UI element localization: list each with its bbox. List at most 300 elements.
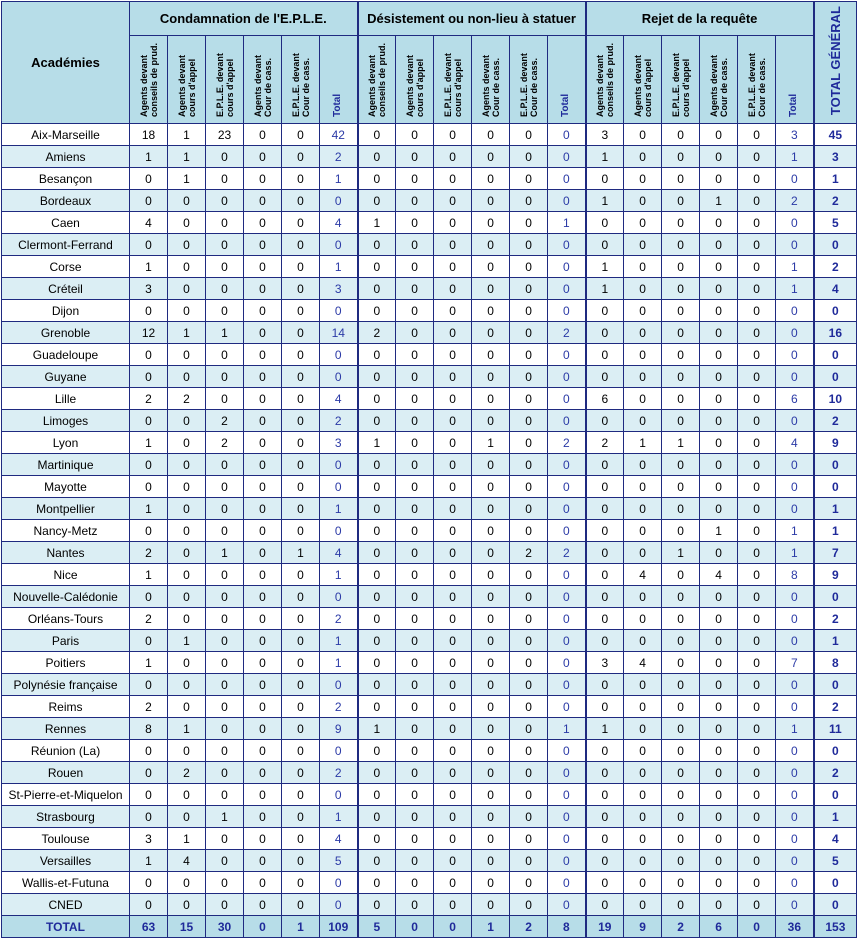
cell-c: 0 — [282, 300, 320, 322]
cell-total-c: 0 — [320, 234, 358, 256]
cell-c: 0 — [206, 256, 244, 278]
cell-r: 0 — [662, 168, 700, 190]
cell-total-r: 1 — [776, 256, 814, 278]
subcol-header-r-c4: Agents devant Cour de cass. — [700, 36, 738, 124]
table-row — [2, 828, 857, 850]
cell-d: 0 — [358, 696, 396, 718]
cell-r: 0 — [586, 520, 624, 542]
cell-total-general: 2 — [814, 410, 857, 432]
cell-r: 0 — [700, 366, 738, 388]
academy-name: Lyon — [2, 432, 130, 454]
cell-c: 0 — [244, 586, 282, 608]
cell-r: 0 — [700, 454, 738, 476]
academy-name: Bordeaux — [2, 190, 130, 212]
cell-r: 0 — [662, 366, 700, 388]
cell-d: 0 — [358, 542, 396, 564]
cell-d: 0 — [358, 762, 396, 784]
cell-c: 0 — [244, 520, 282, 542]
cell-c: 0 — [206, 586, 244, 608]
total-cell-r: 9 — [624, 916, 662, 938]
cell-d: 2 — [510, 542, 548, 564]
cell-total-c: 0 — [320, 366, 358, 388]
cell-d: 0 — [472, 762, 510, 784]
cell-total-d: 0 — [548, 674, 586, 696]
cell-r: 0 — [662, 146, 700, 168]
cell-r: 0 — [738, 366, 776, 388]
cell-r: 0 — [624, 828, 662, 850]
cell-r: 0 — [662, 520, 700, 542]
cell-d: 0 — [510, 300, 548, 322]
cell-total-r: 8 — [776, 564, 814, 586]
cell-r: 1 — [624, 432, 662, 454]
cell-total-d: 0 — [548, 388, 586, 410]
cell-d: 0 — [358, 278, 396, 300]
cell-r: 0 — [624, 476, 662, 498]
cell-d: 0 — [396, 630, 434, 652]
table-row — [2, 366, 857, 388]
cell-total-r: 0 — [776, 366, 814, 388]
cell-total-general: 0 — [814, 894, 857, 916]
cell-r: 0 — [738, 850, 776, 872]
cell-d: 0 — [396, 278, 434, 300]
cell-d: 0 — [358, 300, 396, 322]
cell-total-d: 2 — [548, 432, 586, 454]
cell-c: 0 — [206, 212, 244, 234]
cell-d: 0 — [510, 586, 548, 608]
cell-d: 0 — [396, 344, 434, 366]
cell-d: 0 — [510, 388, 548, 410]
cell-total-r: 1 — [776, 278, 814, 300]
cell-total-r: 0 — [776, 872, 814, 894]
total-general-header: TOTAL GÉNÉRAL — [814, 2, 857, 124]
cell-r: 0 — [738, 718, 776, 740]
cell-total-d: 0 — [548, 454, 586, 476]
academy-name: Guyane — [2, 366, 130, 388]
cell-d: 0 — [396, 828, 434, 850]
cell-c: 0 — [130, 586, 168, 608]
cell-total-c: 0 — [320, 872, 358, 894]
cell-c: 0 — [282, 432, 320, 454]
cell-c: 0 — [282, 784, 320, 806]
cell-total-general: 2 — [814, 190, 857, 212]
cell-d: 0 — [434, 366, 472, 388]
cell-c: 0 — [282, 630, 320, 652]
cell-d: 0 — [358, 190, 396, 212]
cell-total-d: 0 — [548, 630, 586, 652]
cell-d: 0 — [396, 740, 434, 762]
academy-name: Caen — [2, 212, 130, 234]
cell-c: 0 — [168, 476, 206, 498]
cell-c: 0 — [282, 696, 320, 718]
academy-name: Paris — [2, 630, 130, 652]
cell-d: 0 — [472, 388, 510, 410]
cell-c: 12 — [130, 322, 168, 344]
cell-r: 0 — [662, 674, 700, 696]
cell-d: 0 — [472, 696, 510, 718]
cell-total-c: 1 — [320, 652, 358, 674]
table-row — [2, 608, 857, 630]
cell-d: 0 — [510, 146, 548, 168]
cell-r: 0 — [738, 454, 776, 476]
cell-c: 0 — [168, 256, 206, 278]
cell-total-r: 1 — [776, 520, 814, 542]
table-row — [2, 696, 857, 718]
subcol-header-r-c5: E.P.L.E. devant Cour de cass. — [738, 36, 776, 124]
total-cell-d: 1 — [472, 916, 510, 938]
cell-r: 0 — [738, 894, 776, 916]
cell-r: 0 — [700, 894, 738, 916]
cell-c: 1 — [168, 168, 206, 190]
cell-total-general: 0 — [814, 784, 857, 806]
cell-d: 0 — [396, 784, 434, 806]
academy-name: CNED — [2, 894, 130, 916]
cell-r: 0 — [662, 828, 700, 850]
cell-total-c: 1 — [320, 168, 358, 190]
table-row — [2, 740, 857, 762]
cell-total-r: 0 — [776, 696, 814, 718]
cell-c: 2 — [168, 388, 206, 410]
cell-total-r: 0 — [776, 828, 814, 850]
cell-r: 3 — [586, 124, 624, 146]
cell-c: 2 — [130, 696, 168, 718]
cell-r: 0 — [738, 740, 776, 762]
cell-d: 0 — [434, 322, 472, 344]
cell-total-d: 0 — [548, 410, 586, 432]
total-cell-r: 36 — [776, 916, 814, 938]
cell-c: 0 — [244, 674, 282, 696]
cell-c: 0 — [130, 410, 168, 432]
cell-r: 0 — [662, 300, 700, 322]
cell-d: 0 — [472, 652, 510, 674]
cell-r: 0 — [624, 740, 662, 762]
cell-d: 0 — [434, 740, 472, 762]
cell-d: 0 — [510, 278, 548, 300]
cell-r: 0 — [624, 146, 662, 168]
table-row — [2, 146, 857, 168]
cell-r: 1 — [586, 190, 624, 212]
cell-r: 0 — [624, 410, 662, 432]
cell-total-c: 0 — [320, 520, 358, 542]
cell-c: 1 — [168, 146, 206, 168]
academy-name: Besançon — [2, 168, 130, 190]
cell-total-c: 1 — [320, 256, 358, 278]
cell-d: 0 — [472, 608, 510, 630]
cell-d: 0 — [396, 476, 434, 498]
cell-d: 2 — [358, 322, 396, 344]
cell-r: 0 — [624, 762, 662, 784]
cell-total-c: 0 — [320, 190, 358, 212]
cell-total-c: 14 — [320, 322, 358, 344]
cell-total-d: 0 — [548, 586, 586, 608]
cell-total-r: 0 — [776, 608, 814, 630]
cell-total-c: 3 — [320, 278, 358, 300]
cell-total-general: 0 — [814, 740, 857, 762]
cell-total-d: 0 — [548, 498, 586, 520]
cell-r: 3 — [586, 652, 624, 674]
academy-name: Réunion (La) — [2, 740, 130, 762]
cell-total-r: 3 — [776, 124, 814, 146]
cell-d: 0 — [472, 740, 510, 762]
cell-r: 0 — [738, 256, 776, 278]
cell-c: 0 — [244, 146, 282, 168]
cell-r: 0 — [624, 344, 662, 366]
cell-d: 0 — [358, 806, 396, 828]
cell-r: 0 — [624, 256, 662, 278]
cell-r: 0 — [738, 344, 776, 366]
academy-name: St-Pierre-et-Miquelon — [2, 784, 130, 806]
cell-r: 0 — [700, 212, 738, 234]
cell-total-c: 4 — [320, 542, 358, 564]
cell-total-c: 4 — [320, 212, 358, 234]
cell-c: 1 — [168, 322, 206, 344]
cell-c: 0 — [282, 234, 320, 256]
cell-d: 0 — [358, 652, 396, 674]
cell-c: 0 — [282, 608, 320, 630]
cell-c: 0 — [244, 212, 282, 234]
cell-d: 0 — [434, 190, 472, 212]
cell-c: 0 — [168, 212, 206, 234]
cell-total-r: 0 — [776, 740, 814, 762]
cell-d: 0 — [510, 850, 548, 872]
cell-c: 0 — [168, 432, 206, 454]
cell-d: 0 — [510, 564, 548, 586]
cell-c: 0 — [206, 190, 244, 212]
results-table — [1, 1, 857, 938]
cell-r: 0 — [738, 608, 776, 630]
cell-r: 0 — [738, 586, 776, 608]
cell-d: 0 — [396, 410, 434, 432]
cell-c: 0 — [206, 850, 244, 872]
cell-c: 0 — [282, 168, 320, 190]
cell-total-c: 2 — [320, 146, 358, 168]
cell-d: 0 — [396, 608, 434, 630]
cell-r: 0 — [700, 234, 738, 256]
total-cell-general: 153 — [814, 916, 857, 938]
cell-c: 0 — [244, 498, 282, 520]
cell-c: 0 — [168, 564, 206, 586]
cell-total-general: 5 — [814, 212, 857, 234]
cell-c: 0 — [168, 234, 206, 256]
cell-d: 0 — [472, 586, 510, 608]
cell-r: 0 — [662, 740, 700, 762]
cell-total-d: 0 — [548, 894, 586, 916]
cell-r: 0 — [700, 124, 738, 146]
cell-r: 0 — [624, 300, 662, 322]
cell-c: 0 — [130, 740, 168, 762]
cell-c: 0 — [130, 674, 168, 696]
cell-d: 0 — [434, 806, 472, 828]
cell-r: 0 — [738, 630, 776, 652]
cell-total-c: 0 — [320, 476, 358, 498]
cell-total-d: 0 — [548, 872, 586, 894]
cell-d: 0 — [358, 454, 396, 476]
cell-c: 0 — [244, 652, 282, 674]
cell-c: 0 — [130, 762, 168, 784]
cell-total-general: 0 — [814, 234, 857, 256]
cell-total-c: 5 — [320, 850, 358, 872]
cell-r: 0 — [624, 696, 662, 718]
cell-c: 1 — [206, 542, 244, 564]
cell-r: 0 — [738, 278, 776, 300]
cell-r: 0 — [662, 278, 700, 300]
cell-d: 0 — [434, 256, 472, 278]
cell-d: 0 — [434, 410, 472, 432]
cell-d: 0 — [434, 652, 472, 674]
cell-d: 0 — [434, 828, 472, 850]
cell-d: 0 — [510, 828, 548, 850]
cell-r: 0 — [700, 674, 738, 696]
cell-c: 0 — [206, 520, 244, 542]
cell-d: 0 — [434, 784, 472, 806]
academy-name: Poitiers — [2, 652, 130, 674]
cell-r: 0 — [662, 894, 700, 916]
cell-r: 0 — [586, 322, 624, 344]
cell-d: 0 — [358, 124, 396, 146]
table-row — [2, 256, 857, 278]
cell-r: 0 — [738, 190, 776, 212]
cell-d: 0 — [472, 366, 510, 388]
cell-r: 0 — [738, 498, 776, 520]
cell-c: 0 — [206, 234, 244, 256]
cell-d: 0 — [510, 784, 548, 806]
cell-total-r: 7 — [776, 652, 814, 674]
cell-r: 0 — [700, 542, 738, 564]
cell-total-c: 1 — [320, 806, 358, 828]
cell-c: 0 — [282, 454, 320, 476]
cell-d: 0 — [396, 168, 434, 190]
cell-r: 0 — [738, 806, 776, 828]
cell-c: 0 — [282, 146, 320, 168]
cell-total-r: 0 — [776, 850, 814, 872]
cell-d: 1 — [472, 432, 510, 454]
table-row — [2, 498, 857, 520]
cell-r: 0 — [738, 124, 776, 146]
cell-r: 0 — [662, 652, 700, 674]
cell-r: 0 — [662, 476, 700, 498]
cell-d: 0 — [472, 454, 510, 476]
academy-name: Polynésie française — [2, 674, 130, 696]
cell-r: 0 — [738, 784, 776, 806]
cell-total-r: 1 — [776, 542, 814, 564]
total-cell-r: 2 — [662, 916, 700, 938]
cell-r: 0 — [738, 410, 776, 432]
cell-c: 0 — [130, 806, 168, 828]
cell-c: 0 — [168, 520, 206, 542]
total-cell-d: 2 — [510, 916, 548, 938]
cell-c: 0 — [206, 608, 244, 630]
cell-r: 0 — [586, 740, 624, 762]
cell-total-c: 42 — [320, 124, 358, 146]
group-rejet-header: Rejet de la requête — [586, 2, 814, 36]
cell-d: 0 — [396, 366, 434, 388]
cell-d: 0 — [472, 872, 510, 894]
table-row — [2, 410, 857, 432]
cell-c: 0 — [282, 586, 320, 608]
cell-r: 0 — [662, 608, 700, 630]
cell-d: 0 — [396, 674, 434, 696]
table-row — [2, 190, 857, 212]
cell-d: 0 — [358, 564, 396, 586]
cell-d: 0 — [434, 894, 472, 916]
cell-d: 0 — [472, 476, 510, 498]
cell-c: 0 — [244, 410, 282, 432]
cell-c: 1 — [168, 630, 206, 652]
academy-name: Mayotte — [2, 476, 130, 498]
cell-total-d: 1 — [548, 212, 586, 234]
cell-r: 0 — [624, 894, 662, 916]
cell-total-general: 0 — [814, 476, 857, 498]
cell-d: 0 — [434, 146, 472, 168]
total-cell-d: 0 — [434, 916, 472, 938]
cell-c: 0 — [206, 652, 244, 674]
cell-c: 4 — [168, 850, 206, 872]
cell-c: 0 — [244, 168, 282, 190]
table-row — [2, 806, 857, 828]
cell-c: 0 — [130, 234, 168, 256]
cell-r: 0 — [586, 894, 624, 916]
cell-r: 0 — [700, 696, 738, 718]
cell-r: 0 — [738, 476, 776, 498]
cell-d: 0 — [510, 454, 548, 476]
cell-c: 3 — [130, 828, 168, 850]
cell-c: 0 — [168, 608, 206, 630]
cell-r: 0 — [586, 850, 624, 872]
cell-d: 0 — [472, 630, 510, 652]
table-row — [2, 542, 857, 564]
cell-c: 2 — [206, 432, 244, 454]
cell-d: 0 — [434, 762, 472, 784]
cell-c: 0 — [282, 762, 320, 784]
cell-d: 0 — [396, 762, 434, 784]
cell-r: 0 — [586, 300, 624, 322]
cell-r: 0 — [738, 322, 776, 344]
table-row — [2, 388, 857, 410]
cell-d: 0 — [472, 234, 510, 256]
cell-c: 0 — [206, 828, 244, 850]
cell-total-c: 1 — [320, 564, 358, 586]
cell-r: 0 — [700, 146, 738, 168]
cell-d: 0 — [396, 498, 434, 520]
cell-d: 0 — [358, 410, 396, 432]
cell-d: 0 — [434, 278, 472, 300]
cell-r: 0 — [700, 872, 738, 894]
cell-c: 0 — [244, 608, 282, 630]
cell-r: 0 — [624, 366, 662, 388]
cell-total-r: 0 — [776, 212, 814, 234]
academy-name: Strasbourg — [2, 806, 130, 828]
cell-r: 1 — [700, 190, 738, 212]
cell-d: 0 — [358, 146, 396, 168]
cell-d: 0 — [510, 234, 548, 256]
academy-name: Nice — [2, 564, 130, 586]
cell-r: 0 — [700, 410, 738, 432]
subcol-header-d-c2: Agents devant cours d'appel — [396, 36, 434, 124]
cell-c: 0 — [282, 366, 320, 388]
cell-r: 0 — [700, 388, 738, 410]
cell-c: 0 — [244, 872, 282, 894]
cell-c: 0 — [282, 520, 320, 542]
cell-d: 0 — [472, 212, 510, 234]
cell-d: 0 — [472, 520, 510, 542]
cell-d: 0 — [472, 344, 510, 366]
cell-c: 0 — [282, 674, 320, 696]
cell-total-general: 0 — [814, 366, 857, 388]
cell-c: 0 — [168, 806, 206, 828]
cell-r: 0 — [700, 806, 738, 828]
academy-name: Toulouse — [2, 828, 130, 850]
cell-c: 0 — [244, 190, 282, 212]
cell-r: 6 — [586, 388, 624, 410]
